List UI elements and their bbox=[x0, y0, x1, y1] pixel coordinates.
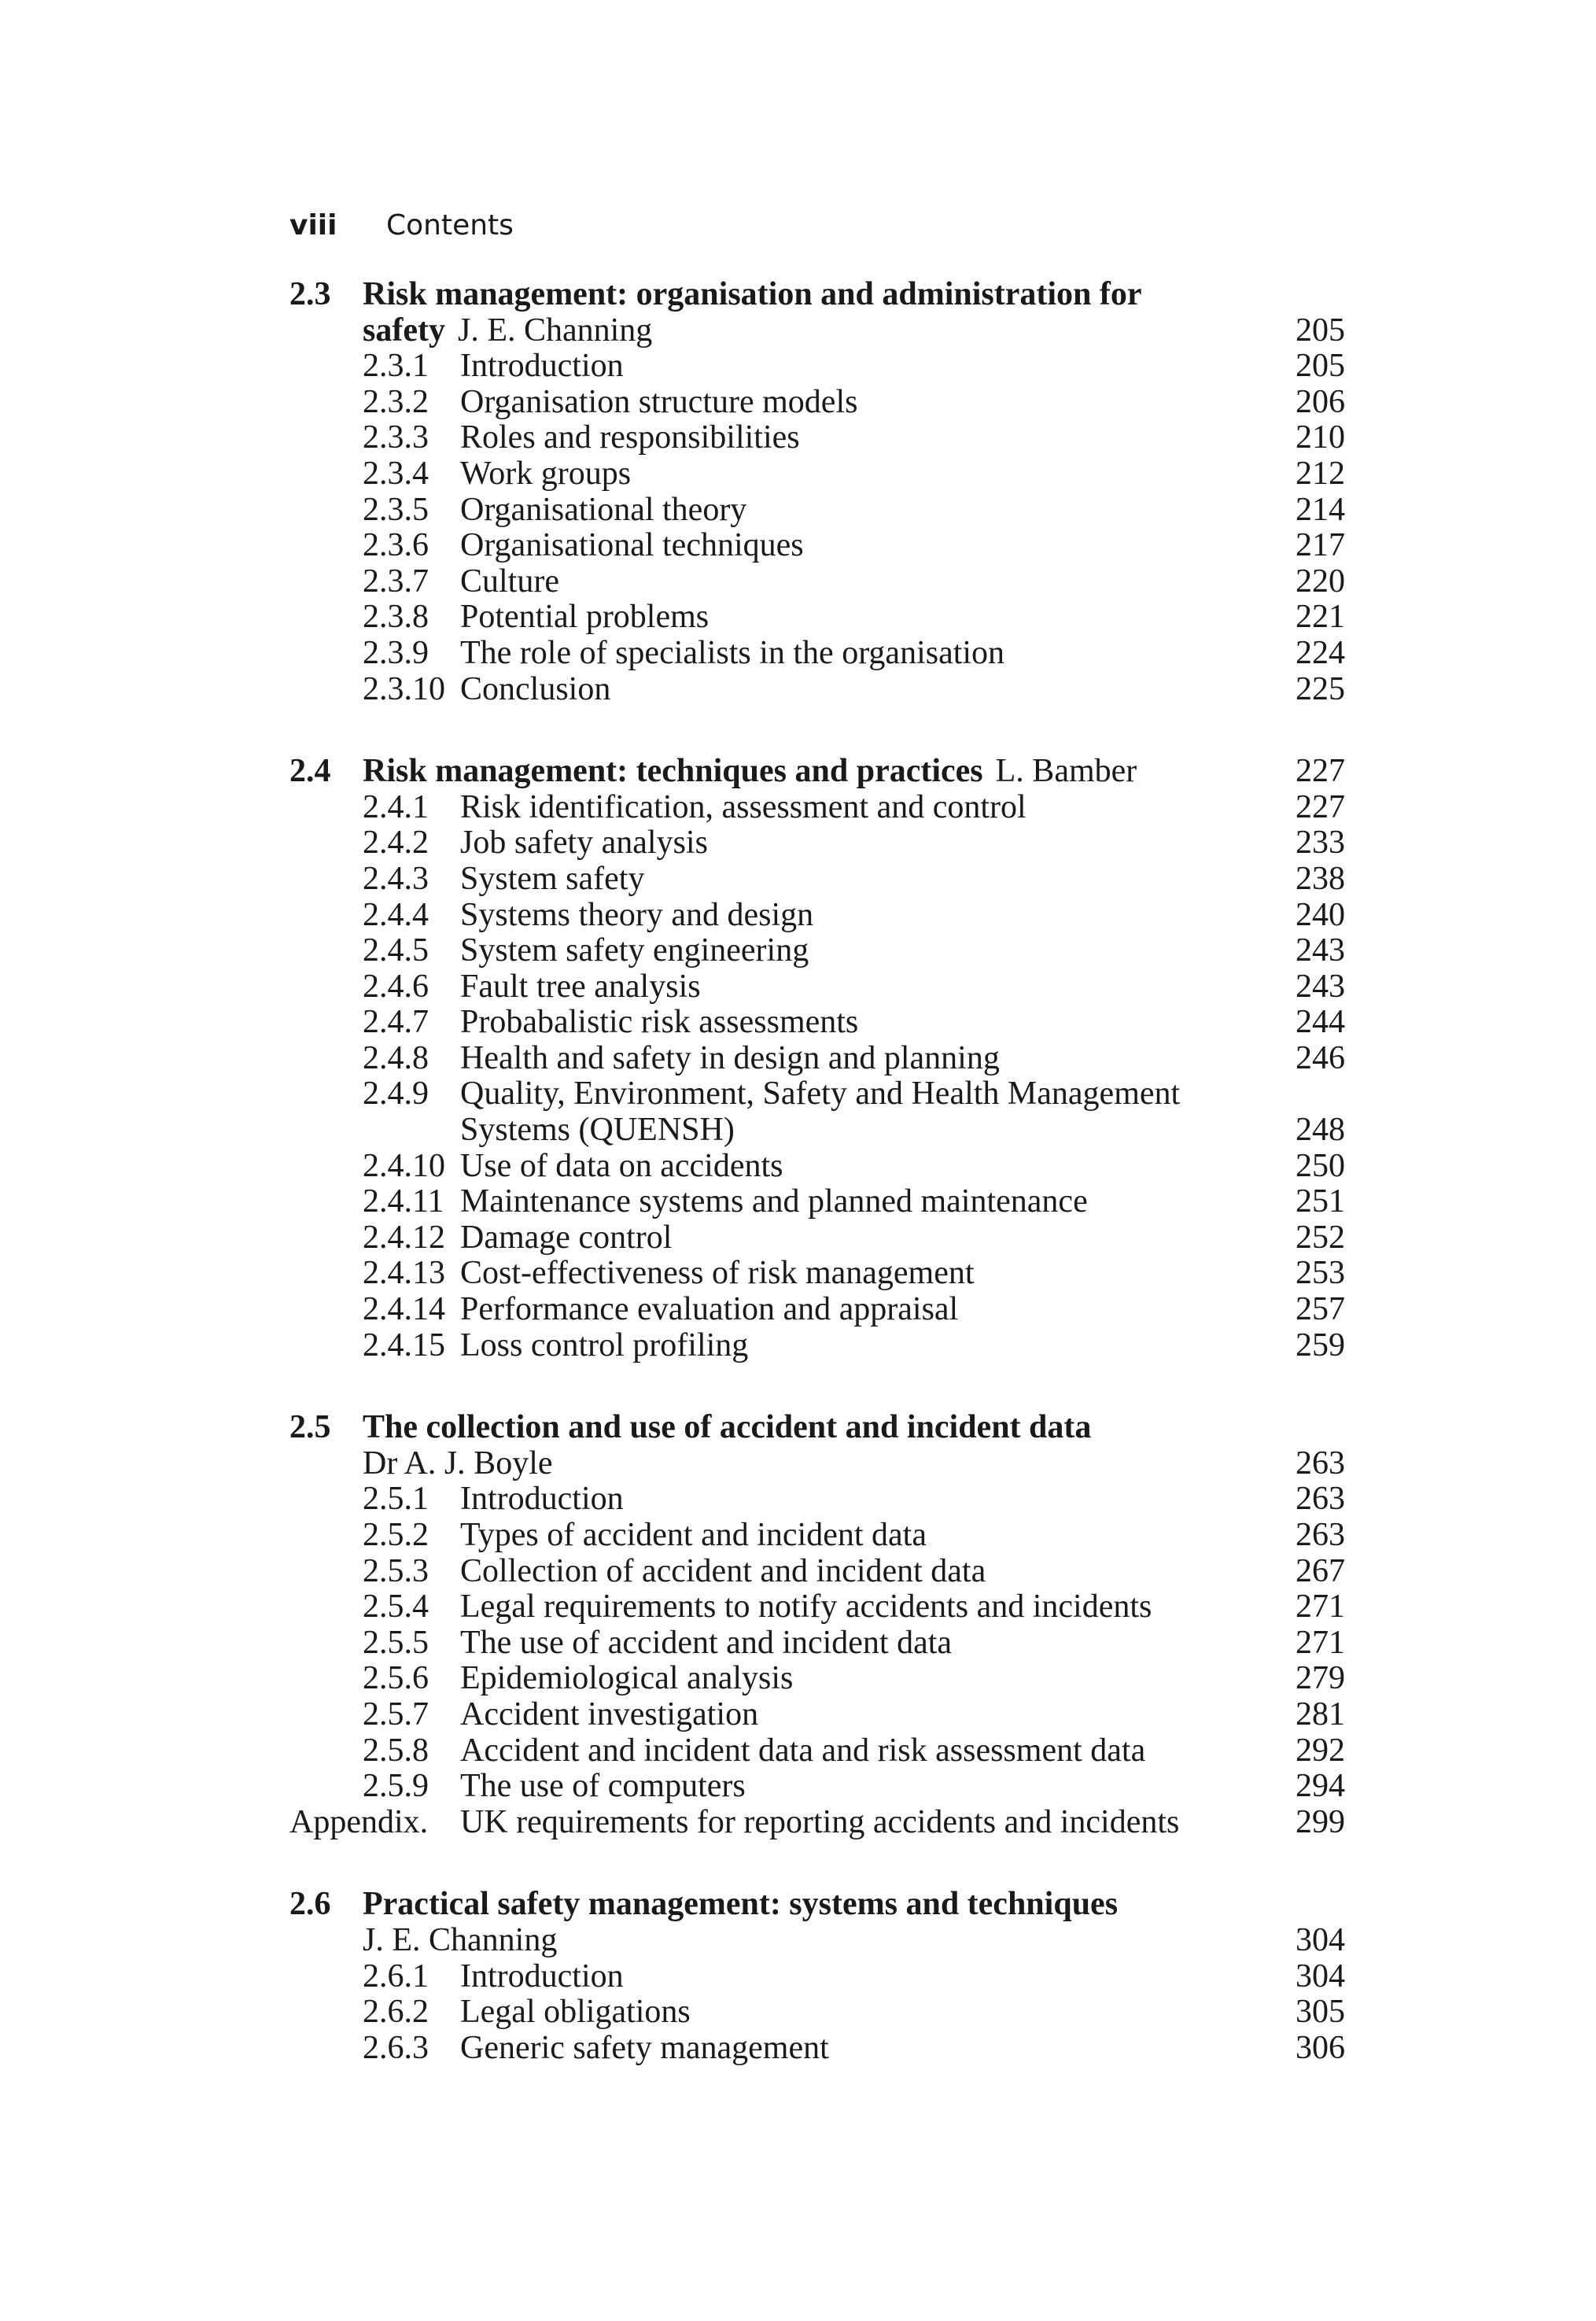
entry-title: Risk identification, assessment and control bbox=[460, 788, 1027, 825]
toc-entry bbox=[289, 600, 1345, 636]
entry-number: 2.3.8 bbox=[363, 599, 429, 636]
entry-title: Conclusion bbox=[460, 670, 611, 707]
appendix-label: Appendix. bbox=[289, 1803, 429, 1840]
page-number: 224 bbox=[1296, 634, 1345, 671]
entry-number: 2.5.3 bbox=[363, 1552, 429, 1589]
toc-entry bbox=[289, 1697, 1345, 1733]
page-number: 250 bbox=[1296, 1147, 1345, 1184]
entry-number: 2.4.2 bbox=[363, 825, 429, 862]
running-head: Contents bbox=[386, 209, 514, 242]
page-number: 271 bbox=[1296, 1589, 1345, 1625]
toc-entry bbox=[289, 672, 1345, 708]
section-author-line bbox=[289, 1923, 1345, 1959]
section-heading bbox=[289, 1887, 1345, 1923]
entry-title: System safety bbox=[460, 860, 645, 897]
entry-number: 2.4.15 bbox=[363, 1327, 445, 1363]
section-author-line bbox=[289, 1446, 1345, 1482]
page-number: 212 bbox=[1296, 455, 1345, 492]
page-number: 306 bbox=[1296, 2029, 1345, 2066]
section-heading bbox=[289, 1410, 1345, 1446]
entry-title: The use of computers bbox=[460, 1768, 746, 1805]
entry-title: Organisational theory bbox=[460, 491, 747, 528]
entry-title: Maintenance systems and planned maintenance bbox=[460, 1183, 1088, 1220]
entry-title: Use of data on accidents bbox=[460, 1147, 783, 1184]
entry-number: 2.4.9 bbox=[363, 1076, 429, 1113]
toc-entry bbox=[289, 1149, 1345, 1185]
entry-number: 2.3.3 bbox=[363, 419, 429, 456]
entry-number: 2.3.1 bbox=[363, 348, 429, 385]
page-number: 233 bbox=[1296, 825, 1345, 862]
entry-title: Organisation structure models bbox=[460, 383, 858, 420]
entry-title: The use of accident and incident data bbox=[460, 1624, 953, 1661]
toc-entry bbox=[289, 564, 1345, 600]
toc-entry-cont bbox=[289, 1113, 1345, 1149]
section-title: Practical safety management: systems and techniques bbox=[363, 1886, 1119, 1923]
entry-title: Roles and responsibilities bbox=[460, 419, 800, 456]
toc-entry bbox=[289, 493, 1345, 529]
entry-number: 2.6.3 bbox=[363, 2029, 429, 2066]
entry-title: Systems theory and design bbox=[460, 896, 814, 933]
section-title-line2: safety bbox=[363, 312, 445, 349]
section-title bbox=[363, 754, 1137, 790]
page-header bbox=[289, 206, 514, 245]
entry-title: Legal requirements to notify accidents and incidents bbox=[460, 1589, 1152, 1625]
section-title: Risk management: organisation and administration for bbox=[363, 276, 1142, 312]
entry-number: 2.3.5 bbox=[363, 491, 429, 528]
entry-title: Accident and incident data and risk assessment data bbox=[460, 1732, 1146, 1769]
toc-entry bbox=[289, 1994, 1345, 2031]
entry-number: 2.3.2 bbox=[363, 383, 429, 420]
entry-title: The role of specialists in the organisation bbox=[460, 634, 1005, 671]
page-number: 305 bbox=[1296, 1994, 1345, 2031]
section-title: The collection and use of accident and incident data bbox=[363, 1409, 1092, 1446]
toc-entry bbox=[289, 1518, 1345, 1554]
section-heading bbox=[289, 277, 1345, 313]
toc-section-2-6 bbox=[289, 1887, 1345, 2066]
entry-title: Cost-effectiveness of risk management bbox=[460, 1255, 975, 1292]
page-number: 206 bbox=[1296, 383, 1345, 420]
entry-number: 2.5.4 bbox=[363, 1589, 429, 1625]
entry-number: 2.4.1 bbox=[363, 788, 429, 825]
page-folio: viii bbox=[289, 209, 337, 242]
entry-number: 2.3.6 bbox=[363, 527, 429, 564]
entry-number: 2.6.1 bbox=[363, 1958, 429, 1994]
toc-section-2-4 bbox=[289, 754, 1345, 1363]
entry-number: 2.5.8 bbox=[363, 1732, 429, 1769]
toc-section-2-3 bbox=[289, 277, 1345, 707]
toc-entry bbox=[289, 1661, 1345, 1697]
page-number: 227 bbox=[1296, 753, 1345, 790]
section-title-cont bbox=[363, 313, 652, 349]
entry-number: 2.5.7 bbox=[363, 1696, 429, 1732]
page-number: 263 bbox=[1296, 1517, 1345, 1553]
toc-entry bbox=[289, 1328, 1345, 1364]
page-number: 259 bbox=[1296, 1327, 1345, 1363]
toc-entry bbox=[289, 825, 1345, 862]
entry-title: Potential problems bbox=[460, 599, 710, 636]
entry-title: Work groups bbox=[460, 455, 632, 492]
page-number: 240 bbox=[1296, 896, 1345, 933]
entry-title: Damage control bbox=[460, 1219, 673, 1256]
toc-appendix bbox=[289, 1805, 1345, 1841]
page-number: 220 bbox=[1296, 563, 1345, 600]
table-of-contents bbox=[289, 277, 1345, 2113]
entry-number: 2.6.2 bbox=[363, 1994, 429, 2031]
page-number: 267 bbox=[1296, 1552, 1345, 1589]
entry-title: Organisational techniques bbox=[460, 527, 804, 564]
entry-title: Accident investigation bbox=[460, 1696, 759, 1732]
toc-entry bbox=[289, 528, 1345, 564]
entry-number: 2.4.11 bbox=[363, 1183, 444, 1220]
page-number: 244 bbox=[1296, 1004, 1345, 1041]
page-number: 281 bbox=[1296, 1696, 1345, 1732]
entry-number: 2.4.8 bbox=[363, 1039, 429, 1076]
entry-title: Epidemiological analysis bbox=[460, 1660, 794, 1697]
page-number: 279 bbox=[1296, 1660, 1345, 1697]
toc-entry bbox=[289, 1482, 1345, 1518]
section-author: J. E. Channing bbox=[457, 312, 653, 349]
entry-number: 2.5.2 bbox=[363, 1517, 429, 1553]
entry-title: Legal obligations bbox=[460, 1994, 691, 2031]
page-number: 292 bbox=[1296, 1732, 1345, 1769]
entry-number: 2.4.12 bbox=[363, 1219, 445, 1256]
page-number: 214 bbox=[1296, 491, 1345, 528]
entry-number: 2.5.6 bbox=[363, 1660, 429, 1697]
entry-title: Performance evaluation and appraisal bbox=[460, 1291, 959, 1328]
page-number: 248 bbox=[1296, 1112, 1345, 1149]
toc-entry bbox=[289, 1005, 1345, 1041]
toc-entry bbox=[289, 1220, 1345, 1256]
toc-entry bbox=[289, 385, 1345, 421]
toc-entry bbox=[289, 636, 1345, 672]
entry-number: 2.5.9 bbox=[363, 1768, 429, 1805]
page-number: 252 bbox=[1296, 1219, 1345, 1256]
page-number: 263 bbox=[1296, 1481, 1345, 1518]
page-number: 205 bbox=[1296, 312, 1345, 349]
entry-number: 2.3.4 bbox=[363, 455, 429, 492]
entry-number: 2.4.14 bbox=[363, 1291, 445, 1328]
toc-entry bbox=[289, 1076, 1345, 1113]
section-heading bbox=[289, 754, 1345, 790]
toc-entry bbox=[289, 898, 1345, 934]
entry-number: 2.4.6 bbox=[363, 968, 429, 1005]
page-number: 243 bbox=[1296, 932, 1345, 969]
toc-entry bbox=[289, 1041, 1345, 1077]
entry-title: Introduction bbox=[460, 348, 624, 385]
toc-entry bbox=[289, 1589, 1345, 1625]
entry-number: 2.5.1 bbox=[363, 1481, 429, 1518]
section-author: J. E. Channing bbox=[363, 1921, 558, 1958]
entry-number: 2.4.4 bbox=[363, 896, 429, 933]
toc-entry bbox=[289, 1625, 1345, 1662]
page-number: 227 bbox=[1296, 788, 1345, 825]
page-number: 263 bbox=[1296, 1445, 1345, 1482]
page-number: 257 bbox=[1296, 1291, 1345, 1328]
toc-entry bbox=[289, 933, 1345, 969]
entry-number: 2.4.3 bbox=[363, 860, 429, 897]
toc-entry bbox=[289, 862, 1345, 898]
entry-title: Quality, Environment, Safety and Health Management bbox=[460, 1076, 1181, 1113]
toc-section-2-5 bbox=[289, 1410, 1345, 1840]
entry-title: Health and safety in design and planning bbox=[460, 1039, 1000, 1076]
toc-entry bbox=[289, 1733, 1345, 1769]
page-number: 294 bbox=[1296, 1768, 1345, 1805]
entry-title: Generic safety management bbox=[460, 2029, 829, 2066]
section-number: 2.6 bbox=[289, 1886, 331, 1923]
toc-entry bbox=[289, 1184, 1345, 1220]
entry-number: 2.3.9 bbox=[363, 634, 429, 671]
section-number: 2.5 bbox=[289, 1409, 331, 1446]
page-number: 271 bbox=[1296, 1624, 1345, 1661]
section-author: L. Bamber bbox=[995, 753, 1137, 790]
entry-title-cont: Systems (QUENSH) bbox=[460, 1112, 735, 1149]
page-number: 246 bbox=[1296, 1039, 1345, 1076]
toc-entry bbox=[289, 1769, 1345, 1805]
entry-number: 2.4.10 bbox=[363, 1147, 445, 1184]
entry-title: Job safety analysis bbox=[460, 825, 708, 862]
page-number: 299 bbox=[1296, 1803, 1345, 1840]
entry-title: Probabalistic risk assessments bbox=[460, 1004, 859, 1041]
page-number: 210 bbox=[1296, 419, 1345, 456]
section-number: 2.3 bbox=[289, 276, 331, 312]
entry-title: Types of accident and incident data bbox=[460, 1517, 927, 1553]
page-number: 238 bbox=[1296, 860, 1345, 897]
toc-entry bbox=[289, 456, 1345, 493]
page-number: 304 bbox=[1296, 1921, 1345, 1958]
page-number: 253 bbox=[1296, 1255, 1345, 1292]
toc-entry bbox=[289, 2031, 1345, 2067]
entry-title: Fault tree analysis bbox=[460, 968, 701, 1005]
entry-title: Culture bbox=[460, 563, 559, 600]
entry-number: 2.4.13 bbox=[363, 1255, 445, 1292]
entry-title: Introduction bbox=[460, 1481, 624, 1518]
entry-title: Introduction bbox=[460, 1958, 624, 1994]
entry-title: Collection of accident and incident data bbox=[460, 1552, 986, 1589]
toc-entry bbox=[289, 420, 1345, 456]
toc-entry bbox=[289, 1292, 1345, 1328]
toc-entry bbox=[289, 1959, 1345, 1995]
entry-title: Loss control profiling bbox=[460, 1327, 749, 1363]
page-number: 243 bbox=[1296, 968, 1345, 1005]
toc-entry bbox=[289, 790, 1345, 826]
page-number: 304 bbox=[1296, 1958, 1345, 1994]
entry-number: 2.4.5 bbox=[363, 932, 429, 969]
entry-number: 2.5.5 bbox=[363, 1624, 429, 1661]
section-number: 2.4 bbox=[289, 753, 331, 790]
page-number: 225 bbox=[1296, 670, 1345, 707]
page-number: 217 bbox=[1296, 527, 1345, 564]
page-number: 205 bbox=[1296, 348, 1345, 385]
toc-entry bbox=[289, 1554, 1345, 1590]
toc-entry bbox=[289, 969, 1345, 1006]
page-number: 221 bbox=[1296, 599, 1345, 636]
entry-number: 2.4.7 bbox=[363, 1004, 429, 1041]
entry-number: 2.3.7 bbox=[363, 563, 429, 600]
toc-entry bbox=[289, 349, 1345, 385]
section-author: Dr A. J. Boyle bbox=[363, 1445, 553, 1482]
section-title-text: Risk management: techniques and practices bbox=[363, 753, 983, 790]
entry-number: 2.3.10 bbox=[363, 670, 445, 707]
appendix-title: UK requirements for reporting accidents and incidents bbox=[460, 1803, 1180, 1840]
section-heading-cont bbox=[289, 313, 1345, 349]
entry-title: System safety engineering bbox=[460, 932, 809, 969]
toc-entry bbox=[289, 1256, 1345, 1292]
page-number: 251 bbox=[1296, 1183, 1345, 1220]
